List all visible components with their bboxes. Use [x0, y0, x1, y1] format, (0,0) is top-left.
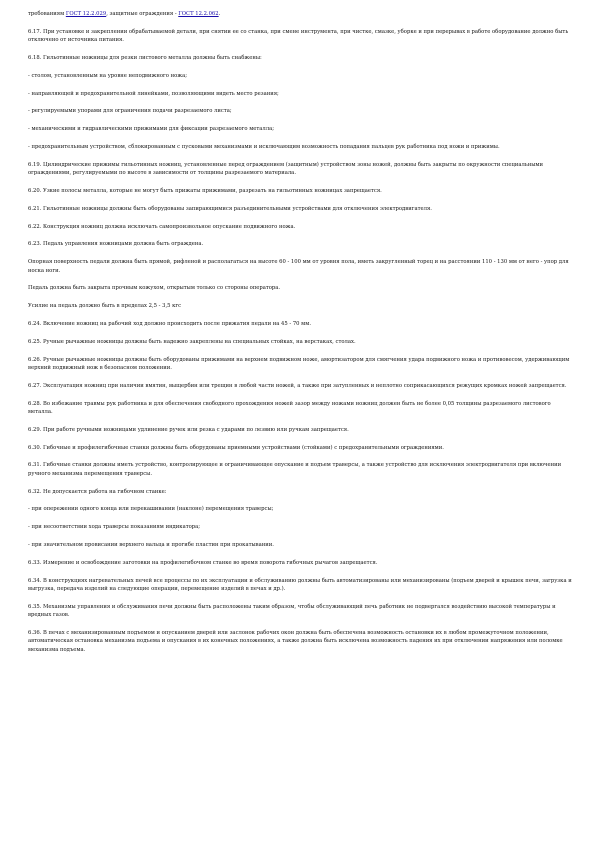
paragraph: 6.28. Во избежание травмы рук работника и для обеспечения свободного прохождения ножей зазор между ножами ножниц должен быть не более 0,05 толщины разрезаемого листового металла.	[28, 400, 551, 415]
paragraph: Усилие на педаль должно быть в пределах 2,5 - 3,5 кгс	[28, 303, 182, 310]
paragraph: 6.26. Ручные рычажные ножницы должны быть оборудованы прижимами на верхнем подвижном ноже, амортизатором для смягчения удара подвижного ножа и противовесом, удерживающим верхний подвижный нож в безопасном положении.	[28, 356, 570, 371]
list-item: - направляющей и предохранительной линейками, позволяющими видеть место резания;	[28, 90, 279, 97]
paragraph: 6.20. Узкие полосы металла, которые не могут быть прижаты прижимами, разрезать на гильотинных ножницах запрещается.	[28, 187, 382, 194]
paragraph: 6.21. Гильотинные ножницы должны быть оборудованы запирающимися разъединительными устройствами для отключения электродвигателя.	[28, 205, 432, 212]
list-item: - столом, установленным на уровне неподвижного ножа;	[28, 72, 187, 79]
paragraph: Педаль должна быть закрыта прочным кожухом, открытым только со стороны оператора.	[28, 285, 281, 292]
paragraph: 6.32. Не допускается работа на гибочном станке:	[28, 488, 167, 495]
paragraph: 6.34. В конструкциях нагревательных печей все процессы по их эксплуатации и обслуживанию должны быть автоматизированы или механизированы (подъем дверей и крышек печи, загрузка и выгрузка, передача изделий на следующие операции, перемещение изделий в печах и др.).	[28, 577, 572, 592]
paragraph: 6.30. Гибочные и профилегибочные станки должны быть оборудованы приемными устройствами (стойками) с предохранительными ограждениями.	[28, 444, 444, 451]
list-item: - механическими и гидравлическими прижимами для фиксации разрезаемого металла;	[28, 126, 274, 133]
intro-text-after: .	[218, 11, 221, 17]
paragraph: 6.23. Педаль управления ножницами должна быть ограждена.	[28, 241, 204, 248]
paragraph: 6.31. Гибочные станки должны иметь устройство, контролирующее и ограничивающее опускание и подъем траверсы, а также устройство для исключения электродвигателя при включении ручного механизма перемещения траверсы.	[28, 462, 562, 477]
gost-link-12-2-029[interactable]: ГОСТ 12.2.029	[65, 11, 107, 17]
paragraph: 6.18. Гильотинные ножницы для резки листового металла должны быть снабжены:	[28, 55, 262, 61]
gost-link-12-2-062[interactable]: ГОСТ 12.2.062	[178, 11, 219, 17]
intro-line	[28, 10, 573, 18]
paragraph: Опорная поверхность педали должна быть прямой, рифленой и располагаться на высоте 60 - 100 мм от уровня пола, иметь закругленный торец и на расстоянии 110 - 130 мм от него - упор для носка ноги.	[28, 259, 569, 274]
paragraph: 6.29. При работе ручными ножницами удлинение ручек или резка с ударами по лезвию или ручкам запрещается.	[28, 426, 349, 433]
paragraph: 6.22. Конструкция ножниц должна исключать самопроизвольное опускание подвижного ножа.	[28, 223, 296, 230]
paragraph: 6.17. При установке и закреплении обрабатываемой детали, при снятии ее со станка, при смене инструмента, при чистке, смазке, уборке и при перерывах в работе оборудование должно быть отключено от источника питания.	[28, 28, 569, 44]
paragraph: 6.35. Механизмы управления и обслуживания печи должны быть расположены таким образом, чтобы обслуживающий печь работник не подвергался воздействию высокой температуры и вредных газов.	[28, 603, 556, 619]
paragraph: 6.24. Включение ножниц на рабочий ход должно происходить после прижатия педали на 45 - 70 мм.	[28, 320, 312, 327]
list-item: - предохранительным устройством, сблокированным с пусковыми механизмами и исключающим возможность попадания пальцев рук работника под ножи и прижимы.	[28, 143, 500, 150]
paragraph: 6.33. Измерение и освобождение заготовки на профилегибочном станке во время поворота гибочных рычагов запрещается.	[28, 559, 378, 566]
paragraph: 6.19. Цилиндрические прижимы гильотинных ножниц, установленные перед ограждением (защитным) устройством зоны ножей, должны быть закрыты по окружности специальными ограждениями, регулируемыми по высоте в зависимости от толщины разрезаемого материала.	[28, 161, 543, 177]
list-item: - при несоответствии хода траверсы показаниям индикатора;	[28, 524, 201, 531]
paragraph: 6.25. Ручные рычажные ножницы должны быть надежно закреплены на специальных стойках, на верстаках, столах.	[28, 338, 356, 345]
list-item: - при значительном провисании верхнего вальца и прогибе пластин при прокатывании.	[28, 541, 274, 548]
list-item: - при опережении одного конца или перекашивании (наклоне) перемещения траверсы;	[28, 506, 274, 513]
intro-text-middle: , защитные ограждения -	[106, 11, 179, 17]
intro-text-before: требованиям	[28, 11, 66, 17]
paragraph: 6.36. В печах с механизированным подъемом и опусканием дверей или заслонок рабочих окон должна быть обеспечена возможность остановки их в любом промежуточном положении, автоматическая остановка механизма подъема и опускания в их конечных положениях, а также должна быть исключена возможность падения их при отключении напряжения или поломке механизма подъема.	[28, 629, 563, 653]
list-item: - регулируемыми упорами для ограничения подачи разрезаемого листа;	[28, 108, 232, 115]
paragraph: 6.27. Эксплуатация ножниц при наличии вмятин, выщербин или трещин в любой части ножей, а также при затупленных и неплотно соприкасающихся режущих кромках ножей запрещается.	[28, 382, 567, 389]
